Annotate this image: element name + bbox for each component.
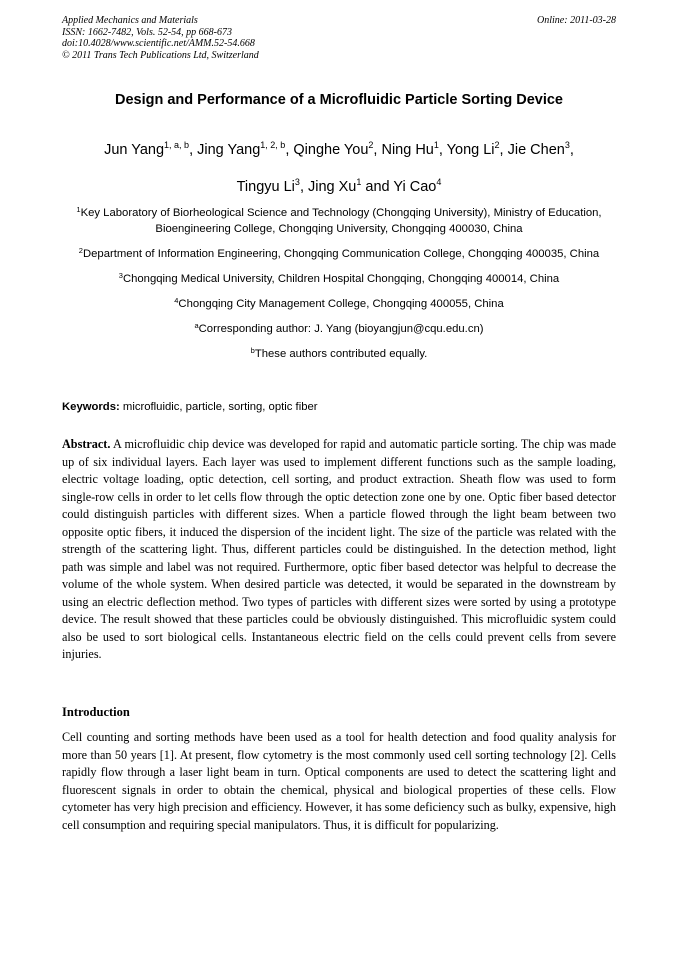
affiliation-text: Department of Information Engineering, Chongqing Communication College, Chongqing 400035, China [82,248,600,260]
author-separator: and [361,179,394,195]
author [308,179,393,195]
author-name: Qinghe You [293,142,369,158]
affiliation-text: These authors contributed equally. [254,348,428,360]
author-name: Ning Hu [381,142,434,158]
corresponding-author [62,321,616,337]
introduction-paragraph: Cell counting and sorting methods have been used as a tool for health detection and food quality analysis for more than 50 years [1]. At present, flow cytometry is the most commonly used cell sorting technology [2]. Cells rapidly flow through a laser light beam in turn. Optical components are used to detect the scattering light and fluorescent signals in order to obtain the chemical, physical and biological properties of these cells. Flow cytometer has very high precision and efficiency. However, it has some deficiency such as bulky, expensive, high cell consumption and requiring special manipulators. Thus, it is difficult for popularizing. [62,730,616,832]
author [293,142,381,158]
author-sup: 3 [564,140,570,150]
online-date: Online: 2011-03-28 [537,15,616,26]
author [381,142,446,158]
author-separator: , [499,142,508,158]
affiliation [62,296,616,312]
author-name: Jing Xu [308,179,357,195]
affiliation [62,205,616,237]
author-sup: 1 [433,140,439,150]
author-sup: 4 [436,177,442,187]
affiliation-list [62,205,616,371]
affiliation-sup: 4 [174,296,179,305]
affiliation-sup: 3 [118,271,123,280]
doi-line: doi:10.4028/www.scientific.net/AMM.52-54.668 [62,38,255,49]
author [393,179,441,195]
author-separator: , [189,142,198,158]
author [508,142,574,158]
author-sup: 1, 2, b [260,140,286,150]
equal-contribution-note [62,346,616,362]
author-name: Jie Chen [507,142,565,158]
paper-title: Design and Performance of a Microfluidic Particle Sorting Device [114,92,563,108]
author-list [50,132,628,206]
keywords [62,401,616,413]
journal-header [62,15,616,61]
affiliation-sup: a [194,321,199,330]
author [197,142,293,158]
author-name: Yi Cao [393,179,437,195]
abstract-text: A microfluidic chip device was developed for rapid and automatic particle sorting. The chip was made up of six individual layers. Each layer was used to implement different functions such as the sample loading, electric voltage loading, optic detection, cell sorting, and product extraction. Sheath flow was used to form single-row cells in order to let cells flow through the optic detection zone one by one. Optic fiber based detector could distinguish particles with different sizes. When a particle flowed through the light beam between two opposite optic fibers, it induced the dispersion of the incident light. The size of the particle was related with the strength of the scattering light. Thus, different particles could be distinguished. In the detection method, light path was simple and label was not required. Furthermore, optic fiber based detector was helpful to decrease the volume of the whole system. When desired particle was detected, it would be separated in the downstream by using an electric deflection method. Two types of particles with different sizes were sorted by using a prototype device. The result showed that these particles could be obviously distinguished. This microfluidic system could also be used to sort biological cells. Instantaneous electric field on the cells could prevent cells from severe injuries. [62,437,616,661]
affiliation-text: Chongqing City Management College, Chongqing 400055, China [178,298,504,310]
author-separator: , [285,142,294,158]
author-sup: 2 [494,140,500,150]
author-name: Jun Yang [104,142,165,158]
affiliation-sup: b [250,346,255,355]
affiliation-sup: 2 [78,246,83,255]
abstract [62,436,616,664]
author-name: Yong Li [446,142,495,158]
author-separator: , [373,142,382,158]
affiliation-text: Corresponding author: J. Yang (bioyangjun@cqu.edu.cn) [198,323,484,335]
affiliation-text: Key Laboratory of Biorheological Science and Technology (Chongqing University), Ministry of Education, Bioengineering College, Chongqing University, Chongqing 400030, China [80,207,602,235]
author-name: Jing Yang [197,142,261,158]
affiliation [62,271,616,287]
author-sup: 2 [368,140,374,150]
copyright-line: © 2011 Trans Tech Publications Ltd, Switzerland [62,49,259,61]
author-sup: 1, a, b [164,140,190,150]
issn-line: ISSN: 1662-7482, Vols. 52-54, pp 668-673 [62,26,232,38]
author-sup: 1 [356,177,362,187]
affiliation [62,246,616,262]
author [237,179,308,195]
author [447,142,508,158]
keywords-text: microfluidic, particle, sorting, optic fiber [119,401,318,413]
affiliation-sup: 1 [76,205,81,214]
keywords-label: Keywords: [62,401,120,413]
author [104,142,197,158]
journal-name: Applied Mechanics and Materials [62,15,198,26]
author-name: Tingyu Li [236,179,295,195]
abstract-label: Abstract. [62,437,111,451]
section-heading-introduction: Introduction [62,705,130,719]
affiliation-text: Chongqing Medical University, Children Hospital Chongqing, Chongqing 400014, China [122,273,560,285]
author-separator: , [299,179,308,195]
author-separator: , [438,142,447,158]
author-separator: , [569,142,574,158]
author-sup: 3 [294,177,300,187]
